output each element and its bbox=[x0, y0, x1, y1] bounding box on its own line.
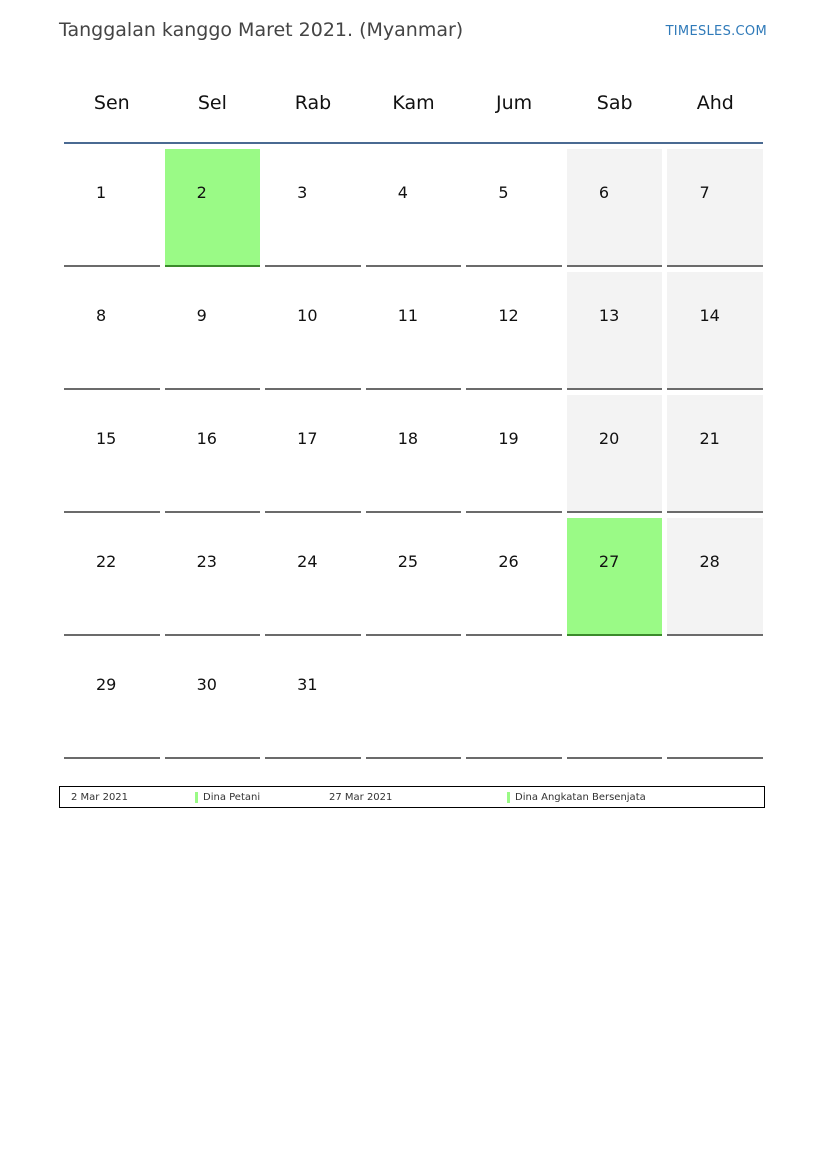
page-title: Tanggalan kanggo Maret 2021. (Myanmar) bbox=[59, 19, 464, 41]
empty-day-cell bbox=[667, 641, 763, 759]
week-row bbox=[64, 518, 763, 636]
holiday-color-marker bbox=[195, 792, 198, 803]
holiday-color-marker bbox=[507, 792, 510, 803]
weekday-header-row bbox=[64, 78, 763, 128]
calendar-grid bbox=[64, 78, 763, 759]
day-cell[interactable] bbox=[64, 272, 160, 390]
day-number: 27 bbox=[598, 552, 620, 571]
empty-day-cell bbox=[466, 641, 562, 759]
day-number: 30 bbox=[196, 675, 217, 694]
day-number: 25 bbox=[397, 552, 419, 571]
day-cell[interactable] bbox=[567, 272, 663, 390]
weekday-label: Sab bbox=[596, 92, 633, 114]
week-row bbox=[64, 641, 763, 759]
day-number: 5 bbox=[498, 183, 509, 202]
holiday-day-cell[interactable] bbox=[165, 149, 261, 267]
day-number: 17 bbox=[297, 429, 318, 448]
day-number: 15 bbox=[96, 429, 117, 448]
day-number: 14 bbox=[699, 306, 720, 325]
day-cell[interactable] bbox=[366, 272, 462, 390]
week-row bbox=[64, 395, 763, 513]
day-number: 3 bbox=[297, 183, 308, 202]
day-number: 26 bbox=[498, 552, 519, 571]
day-cell[interactable] bbox=[366, 395, 462, 513]
day-cell[interactable] bbox=[366, 149, 462, 267]
day-number: 19 bbox=[498, 429, 519, 448]
day-number: 11 bbox=[397, 306, 419, 325]
day-number: 18 bbox=[397, 429, 419, 448]
day-number: 2 bbox=[196, 183, 207, 202]
day-cell[interactable] bbox=[667, 518, 763, 636]
day-number: 12 bbox=[498, 306, 519, 325]
legend-holiday-name: Dina Angkatan Bersenjata bbox=[515, 792, 646, 803]
day-cell[interactable] bbox=[165, 272, 261, 390]
weekday-label: Sel bbox=[197, 92, 227, 114]
day-number: 21 bbox=[699, 429, 720, 448]
day-cell[interactable] bbox=[667, 395, 763, 513]
day-cell[interactable] bbox=[466, 395, 562, 513]
day-cell[interactable] bbox=[567, 149, 663, 267]
day-cell[interactable] bbox=[64, 641, 160, 759]
day-number: 1 bbox=[96, 183, 107, 202]
day-cell[interactable] bbox=[165, 641, 261, 759]
day-cell[interactable] bbox=[265, 149, 361, 267]
day-number: 4 bbox=[397, 183, 408, 202]
weekday-label: Kam bbox=[392, 92, 435, 114]
day-cell[interactable] bbox=[466, 518, 562, 636]
day-number: 29 bbox=[96, 675, 117, 694]
day-number: 7 bbox=[699, 183, 710, 202]
day-number: 8 bbox=[96, 306, 107, 325]
day-number: 20 bbox=[598, 429, 620, 448]
weekday-label: Rab bbox=[294, 92, 332, 114]
legend-date: 2 Mar 2021 bbox=[71, 792, 129, 803]
day-number: 6 bbox=[598, 183, 610, 202]
day-number: 22 bbox=[96, 552, 117, 571]
day-number: 28 bbox=[699, 552, 720, 571]
day-cell[interactable] bbox=[64, 395, 160, 513]
legend-holiday-name: Dina Petani bbox=[203, 792, 261, 803]
day-cell[interactable] bbox=[165, 395, 261, 513]
day-cell[interactable] bbox=[265, 641, 361, 759]
holiday-day-cell[interactable] bbox=[567, 518, 663, 636]
day-cell[interactable] bbox=[466, 272, 562, 390]
week-row bbox=[64, 272, 763, 390]
day-cell[interactable] bbox=[64, 518, 160, 636]
weekday-label: Jum bbox=[496, 92, 533, 114]
day-cell[interactable] bbox=[265, 518, 361, 636]
day-number: 10 bbox=[297, 306, 318, 325]
empty-day-cell bbox=[567, 641, 663, 759]
brand-link[interactable]: TIMESLES.COM bbox=[665, 24, 767, 39]
weekday-label: Ahd bbox=[696, 92, 734, 114]
empty-day-cell bbox=[366, 641, 462, 759]
weeks-container bbox=[64, 149, 763, 759]
day-cell[interactable] bbox=[667, 149, 763, 267]
day-cell[interactable] bbox=[466, 149, 562, 267]
day-cell[interactable] bbox=[165, 518, 261, 636]
day-cell[interactable] bbox=[265, 395, 361, 513]
day-number: 13 bbox=[598, 306, 620, 325]
day-number: 9 bbox=[196, 306, 207, 325]
day-cell[interactable] bbox=[366, 518, 462, 636]
day-number: 31 bbox=[297, 675, 318, 694]
legend-date: 27 Mar 2021 bbox=[329, 792, 393, 803]
header-divider bbox=[64, 142, 763, 144]
day-cell[interactable] bbox=[567, 395, 663, 513]
day-cell[interactable] bbox=[64, 149, 160, 267]
weekday-label: Sen bbox=[93, 92, 130, 114]
day-cell[interactable] bbox=[667, 272, 763, 390]
day-cell[interactable] bbox=[265, 272, 361, 390]
day-number: 23 bbox=[196, 552, 217, 571]
week-row bbox=[64, 149, 763, 267]
holiday-legend bbox=[59, 786, 765, 808]
day-number: 24 bbox=[297, 552, 318, 571]
day-number: 16 bbox=[196, 429, 217, 448]
